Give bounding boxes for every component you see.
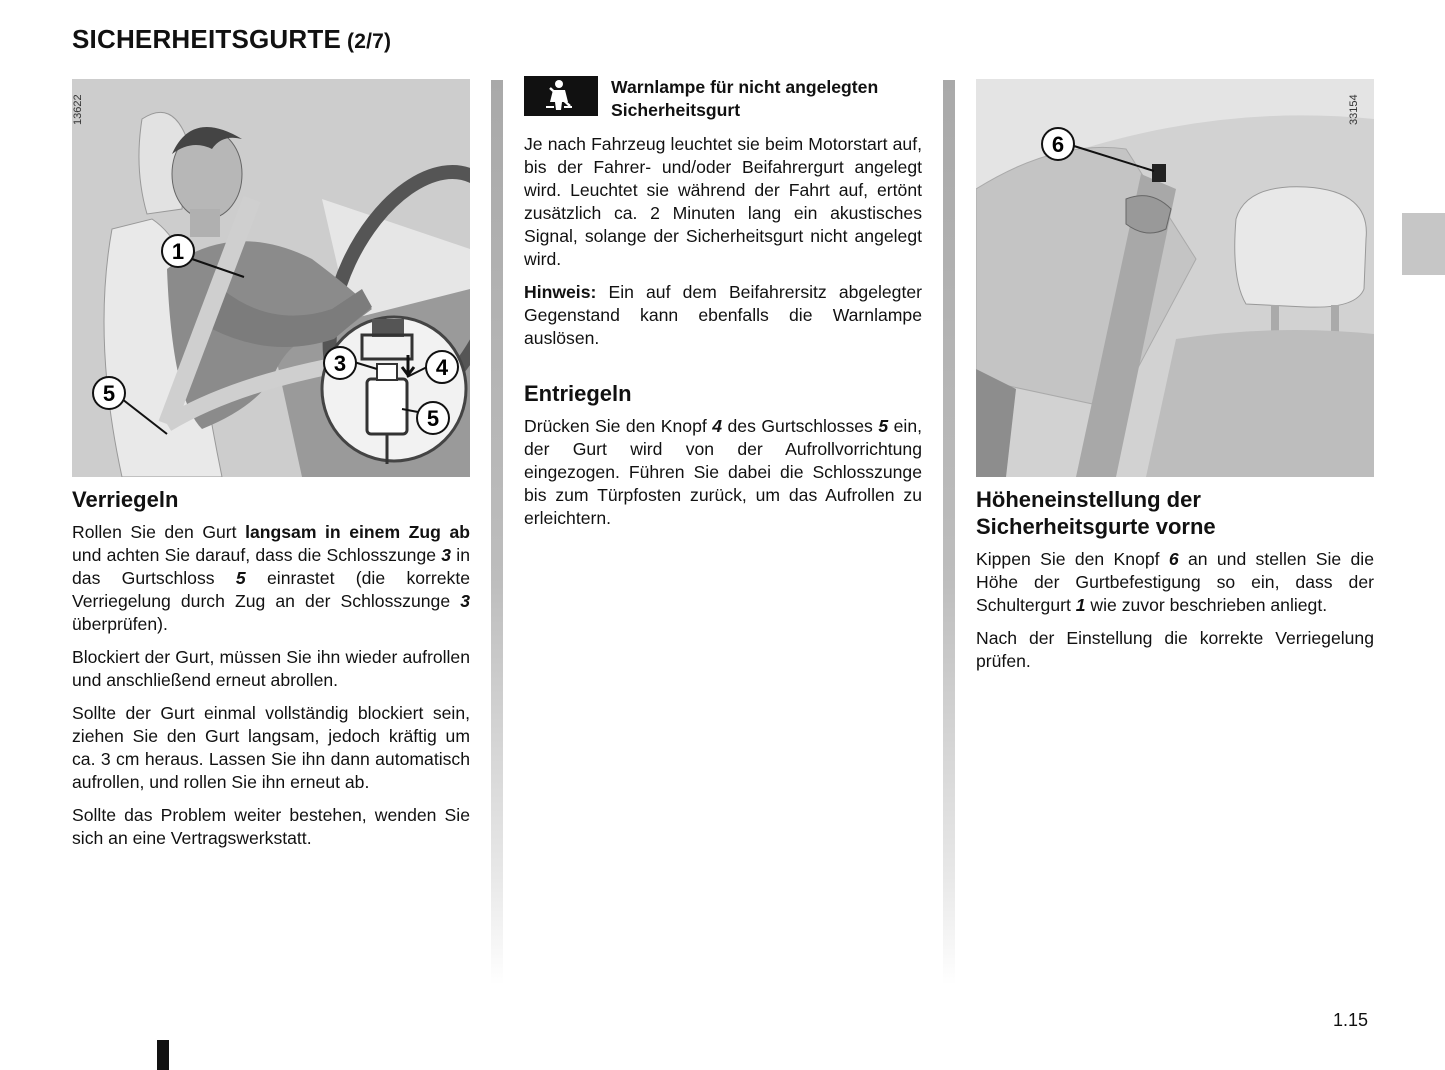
svg-text:5: 5 [426,406,440,431]
section-heading-entriegeln: Entriegeln [524,381,632,406]
driver-seatbelt-drawing [72,79,470,477]
figure-ref-number: 13622 [72,94,84,125]
callout-5 [93,377,125,409]
belt-height-adjust-illustration [976,79,1374,477]
paragraph: Sollte der Gurt einmal vollständig blockiert sein, ziehen Sie den Gurt langsam, jedoch kräftig um ca. 3 cm heraus. Lassen Sie ihn dann automatisch aufrollen, und rollen Sie ihn erneut ab. [72,703,470,792]
paragraph: Je nach Fahrzeug leuchtet sie beim Motorstart auf, bis der Fahrer- und/oder Beifahrergurt angelegt wird. Leuchtet sie während der Fahrt auf, ertönt zusätzlich ca. 2 Minuten lang ein akustisches Signal, solange der Sicherheitsgurt nicht angelegt wird. [524,134,922,269]
seatbelt-fastening-illustration [72,79,470,477]
warning-lamp-title: Warnlampe für nicht angelegten Sicherheitsgurt [611,77,879,120]
seatbelt-warning-icon [524,76,598,116]
callout-5-inset [417,402,449,434]
page-number: 1.15 [1333,1010,1369,1030]
figure-ref-number: 33154 [1348,94,1360,125]
paragraph: Rollen Sie den Gurt langsam in einem Zug ab und achten Sie darauf, dass die Schlosszunge 3 in das Gurtschloss 5 einrastet (die korrekte Verriegelung durch Zug an der Schlosszunge 3 überprüfen). [72,522,470,634]
callout-6 [1042,128,1074,160]
column-divider-right [943,80,955,985]
left-column [72,486,470,860]
svg-text:5: 5 [102,381,116,406]
paragraph: Sollte das Problem weiter bestehen, wenden Sie sich an eine Vertragswerkstatt. [72,805,470,848]
note-label: Hinweis: [524,282,597,302]
page-title [72,24,391,55]
callout-4 [426,351,458,383]
b-pillar-drawing [976,79,1374,477]
section-heading-height-adjust: Höheneinstellung der Sicherheitsgurte vorne [976,487,1216,539]
section-tab [1402,213,1445,275]
crop-mark [157,1040,169,1070]
svg-text:1: 1 [171,239,185,264]
svg-text:4: 4 [435,355,449,380]
title-suffix: (2/7) [347,30,392,53]
svg-text:6: 6 [1051,132,1065,157]
section-heading-verriegeln: Verriegeln [72,487,179,512]
middle-column [524,133,922,540]
right-column [976,486,1374,683]
callout-1 [162,235,194,267]
paragraph: Blockiert der Gurt, müssen Sie ihn wieder aufrollen und anschließend erneut abrollen. [72,647,470,690]
column-divider-left [491,80,503,985]
paragraph: Kippen Sie den Knopf 6 an und stellen Sie die Höhe der Gurtbefestigung so ein, dass der Schultergurt 1 wie zuvor beschrieben anliegt. [976,549,1374,615]
title-text: SICHERHEITSGURTE [72,24,342,54]
warning-lamp-header [524,76,922,122]
svg-text:3: 3 [333,351,347,376]
note-paragraph: Hinweis: Ein auf dem Beifahrersitz abgelegter Gegenstand kann ebenfalls die Warnlampe auslösen. [524,282,922,348]
paragraph: Drücken Sie den Knopf 4 des Gurtschlosses 5 ein, der Gurt wird von der Aufrollvorrichtung eingezogen. Führen Sie dabei die Schlosszunge bis zum Türpfosten zurück, um das Aufrollen zu erleichtern. [524,416,922,528]
callout-3 [324,347,356,379]
paragraph: Nach der Einstellung die korrekte Verriegelung prüfen. [976,628,1374,671]
